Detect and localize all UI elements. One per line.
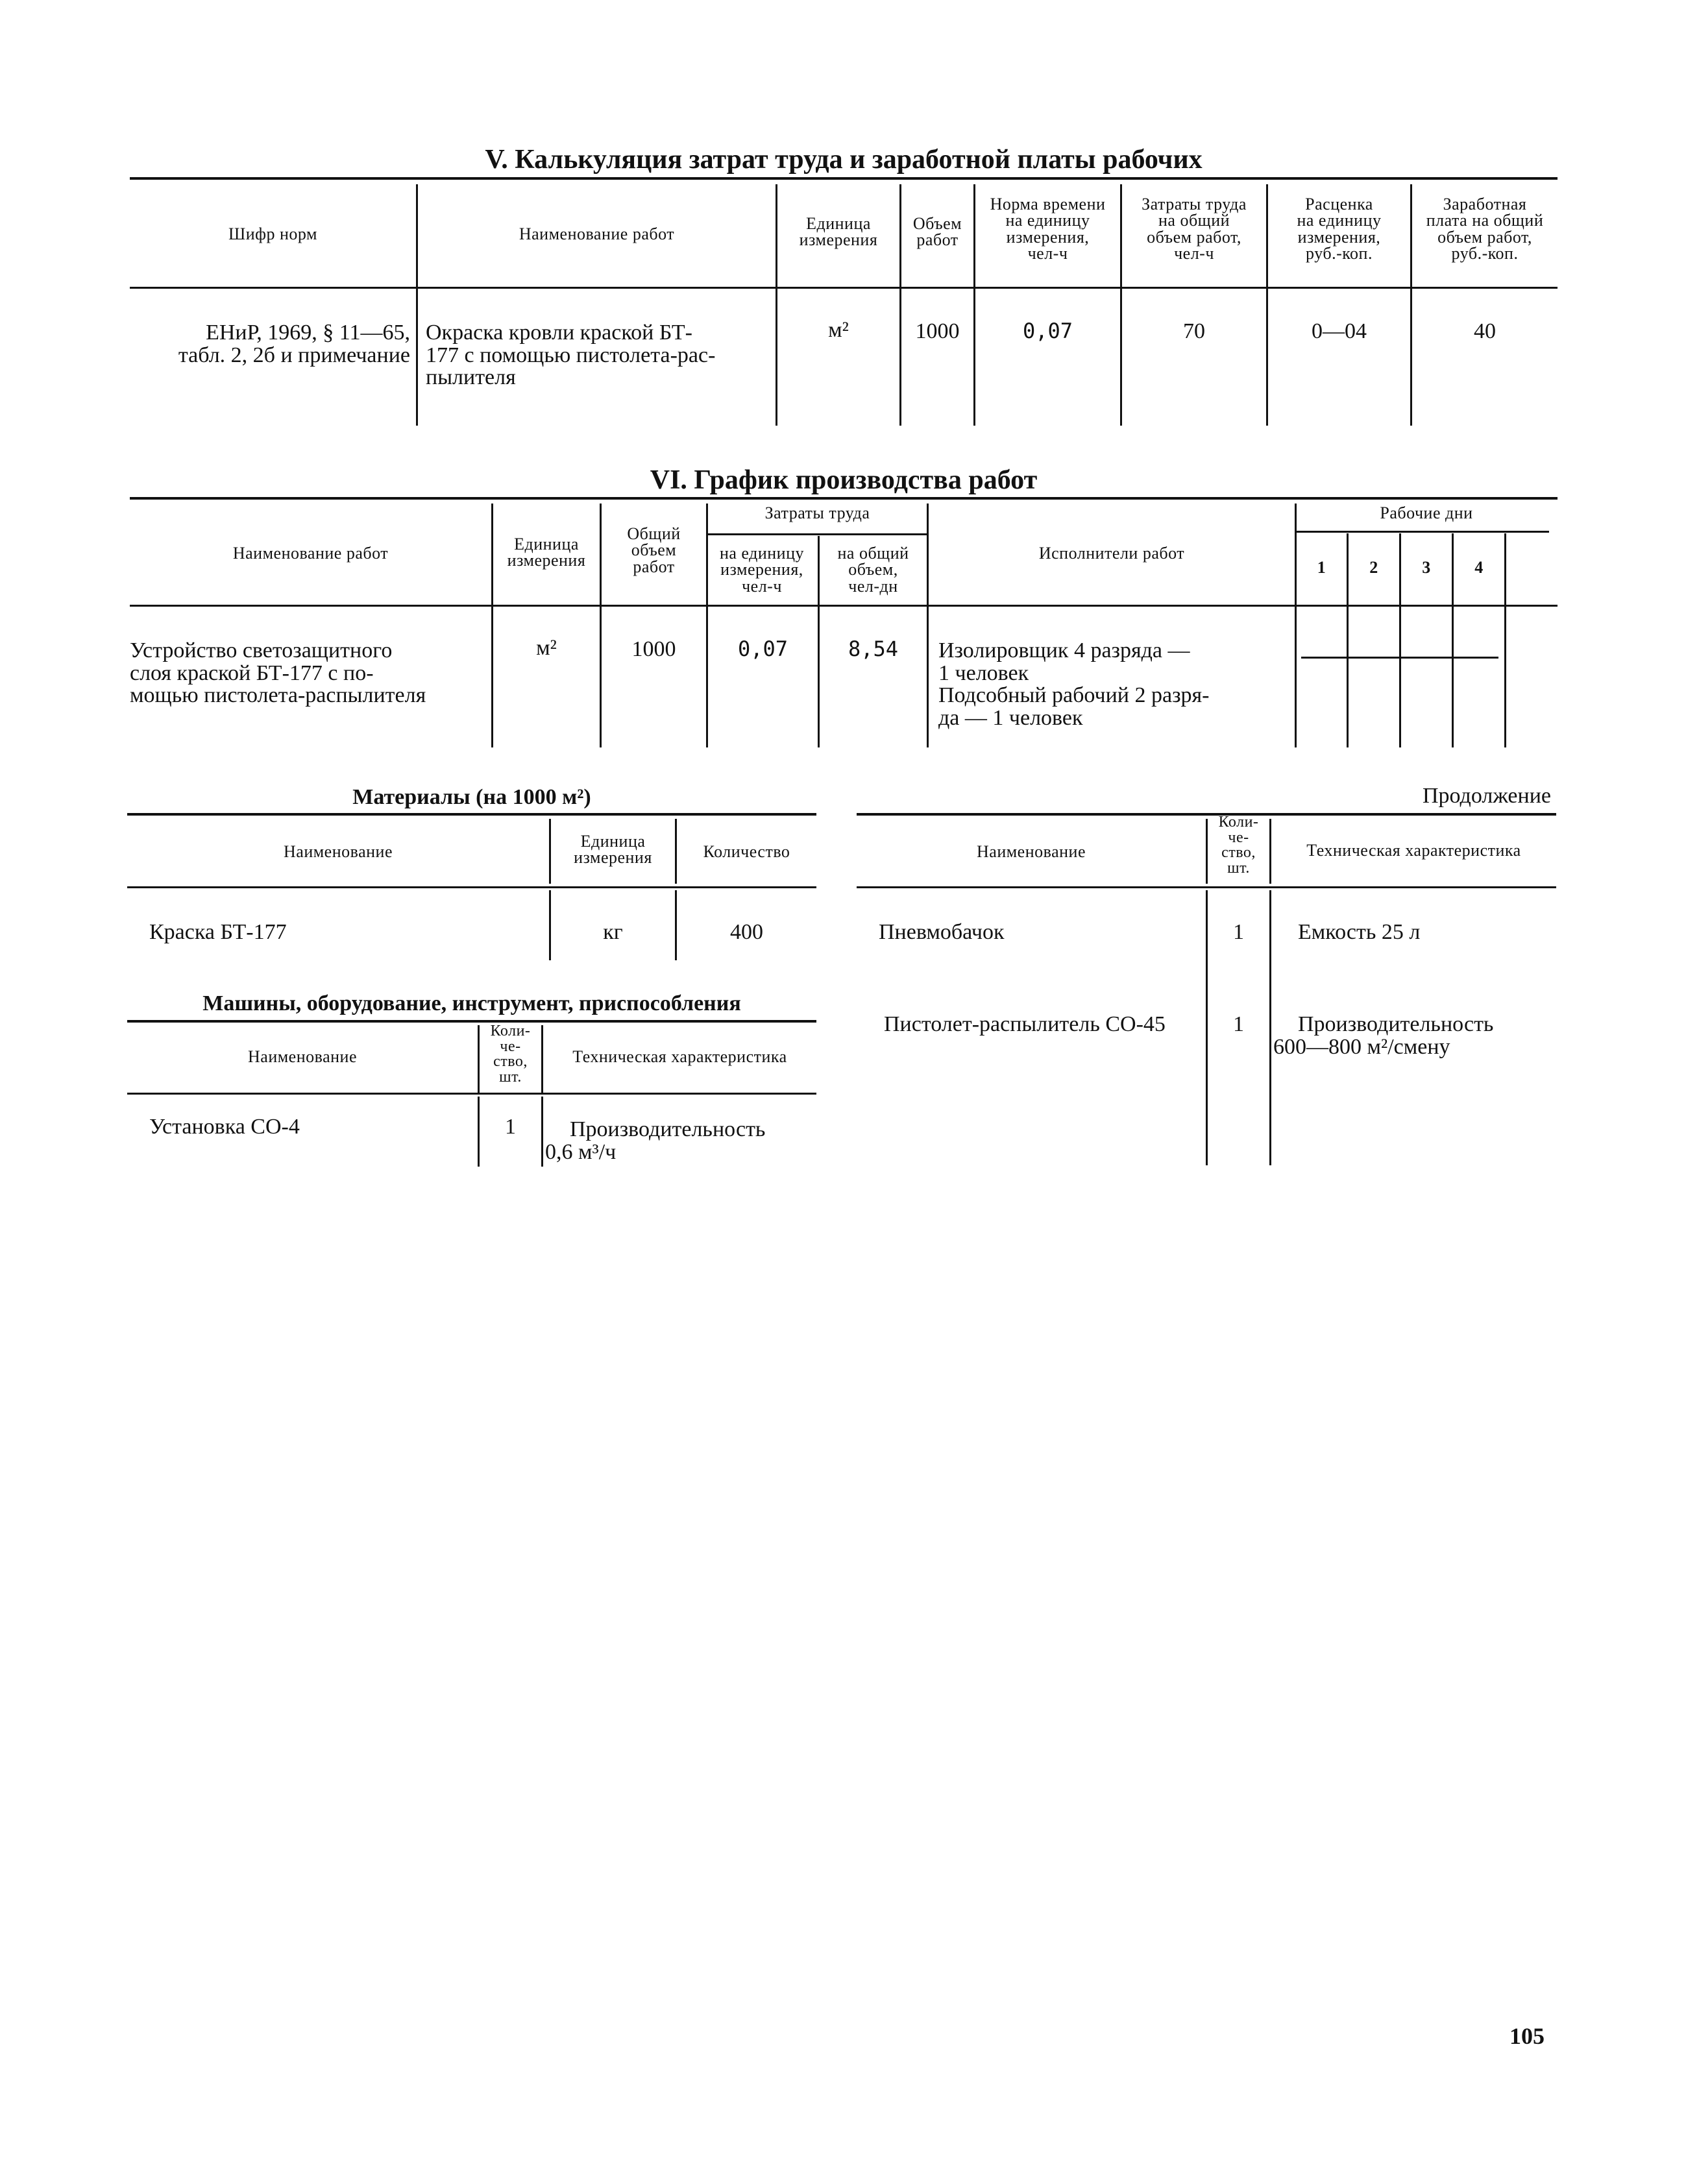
header-day-2: 2: [1369, 558, 1378, 577]
section6-top-rule: [130, 497, 1558, 500]
header-unit: Единица измерения: [799, 214, 878, 250]
row-spec: Емкость 25 л: [1298, 920, 1421, 944]
row-spec: Производительность 600—800 м²/смену: [1273, 1012, 1494, 1059]
labor-group-rule: [706, 533, 927, 535]
header-qty: Коли- че- ство, шт.: [1218, 814, 1259, 877]
row-volume: 1000: [915, 319, 960, 343]
row-name: Краска БТ-177: [149, 920, 287, 944]
row-work-name: Окраска кровли краской БТ- 177 с помощью пистолета-рас- пылителя: [426, 321, 716, 390]
row-spec: Производительность 0,6 м³/ч: [545, 1117, 766, 1164]
section5-top-rule: [130, 177, 1558, 180]
header-work-name: Наименование работ: [232, 544, 389, 563]
materials-header-rule: [127, 886, 816, 888]
header-days-group: Рабочие дни: [1380, 504, 1473, 522]
header-day-4: 4: [1474, 558, 1484, 577]
header-day-1: 1: [1317, 558, 1326, 577]
header-labor-group: Затраты труда: [764, 504, 870, 522]
row-executors: Изолировщик 4 разряда — 1 человек Подсобный рабочий 2 разря- да — 1 человек: [938, 638, 1210, 731]
header-name: Наименование: [248, 1047, 357, 1066]
header-labor-total: на общий объем, чел-дн: [837, 544, 909, 596]
days-group-rule: [1296, 531, 1549, 533]
header-spec: Техническая характеристика: [572, 1047, 787, 1066]
materials-title: Материалы (на 1000 м²): [352, 785, 591, 809]
row-rate: 0—04: [1312, 319, 1367, 343]
row-norm: 0,07: [1022, 319, 1073, 343]
row-qty: 1: [1233, 920, 1244, 944]
header-spec: Техническая характеристика: [1306, 841, 1521, 860]
header-volume: Общий объем работ: [627, 524, 681, 576]
header-labor: Затраты труда на общий объем работ, чел-ч: [1142, 195, 1247, 263]
section6-title: VI. График производства работ: [650, 465, 1038, 495]
row-name: Пистолет-распылитель СО-45: [884, 1012, 1166, 1036]
page-number: 105: [1509, 2023, 1545, 2049]
header-labor-unit: на единицу измерения, чел-ч: [719, 544, 805, 596]
header-qty: Коли- че- ство, шт.: [490, 1023, 531, 1086]
section6-header-rule: [130, 605, 1558, 607]
row-unit: м²: [828, 318, 849, 342]
header-qty: Количество: [703, 842, 790, 861]
row-unit: кг: [603, 920, 623, 944]
row-qty: 400: [730, 920, 763, 944]
machines-top-rule: [127, 1020, 816, 1023]
row-labor-unit: 0,07: [737, 637, 788, 661]
machines-title: Машины, оборудование, инструмент, приспособления: [202, 991, 741, 1015]
machines-header-rule: [127, 1093, 816, 1095]
row-labor-total: 8,54: [848, 637, 899, 661]
row-unit: м²: [536, 636, 557, 660]
section5-header-rule: [130, 287, 1558, 289]
header-name: Наименование: [977, 842, 1086, 861]
row-qty: 1: [1233, 1012, 1244, 1036]
row-work-name: Устройство светозащитного слоя краской БТ-177 с по- мощью пистолета-распылителя: [130, 638, 426, 708]
header-code: Шифр норм: [228, 224, 317, 243]
section5-col-divider: [416, 184, 418, 426]
machines-col-divider: [541, 1097, 543, 1167]
row-qty: 1: [505, 1115, 516, 1139]
header-rate: Расценка на единицу измерения, руб.-коп.: [1297, 195, 1382, 263]
header-wage: Заработная плата на общий объем работ, руб.-коп.: [1426, 195, 1544, 263]
row-wage: 40: [1474, 319, 1496, 343]
row-volume: 1000: [631, 637, 676, 661]
row-code: ЕНиР, 1969, § 11—65, табл. 2, 2б и примечание: [178, 321, 410, 367]
section6-col-divider: [706, 504, 708, 747]
gantt-bar: [1301, 657, 1498, 659]
section6-col-divider: [1295, 504, 1297, 747]
header-norm: Норма времени на единицу измерения, чел-ч: [990, 195, 1106, 263]
header-volume: Объем работ: [912, 214, 962, 250]
continuation-top-rule: [857, 813, 1556, 816]
row-labor: 70: [1183, 319, 1205, 343]
row-name: Установка СО-4: [149, 1115, 300, 1139]
continuation-title: Продолжение: [1422, 784, 1551, 808]
header-unit: Единица измерения: [507, 535, 586, 570]
day-col-divider: [1504, 533, 1506, 747]
section6-col-divider: [927, 504, 929, 747]
continuation-col-divider: [1269, 890, 1271, 1165]
header-executors: Исполнители работ: [1038, 544, 1185, 563]
continuation-header-rule: [857, 886, 1556, 888]
header-name: Наименование: [284, 842, 393, 861]
row-name: Пневмобачок: [879, 920, 1005, 944]
materials-top-rule: [127, 813, 816, 816]
header-day-3: 3: [1422, 558, 1431, 577]
header-unit: Единица измерения: [574, 832, 652, 868]
section5-title: V. Калькуляция затрат труда и заработной платы рабочих: [485, 145, 1203, 175]
header-work-name: Наименование работ: [519, 224, 675, 243]
